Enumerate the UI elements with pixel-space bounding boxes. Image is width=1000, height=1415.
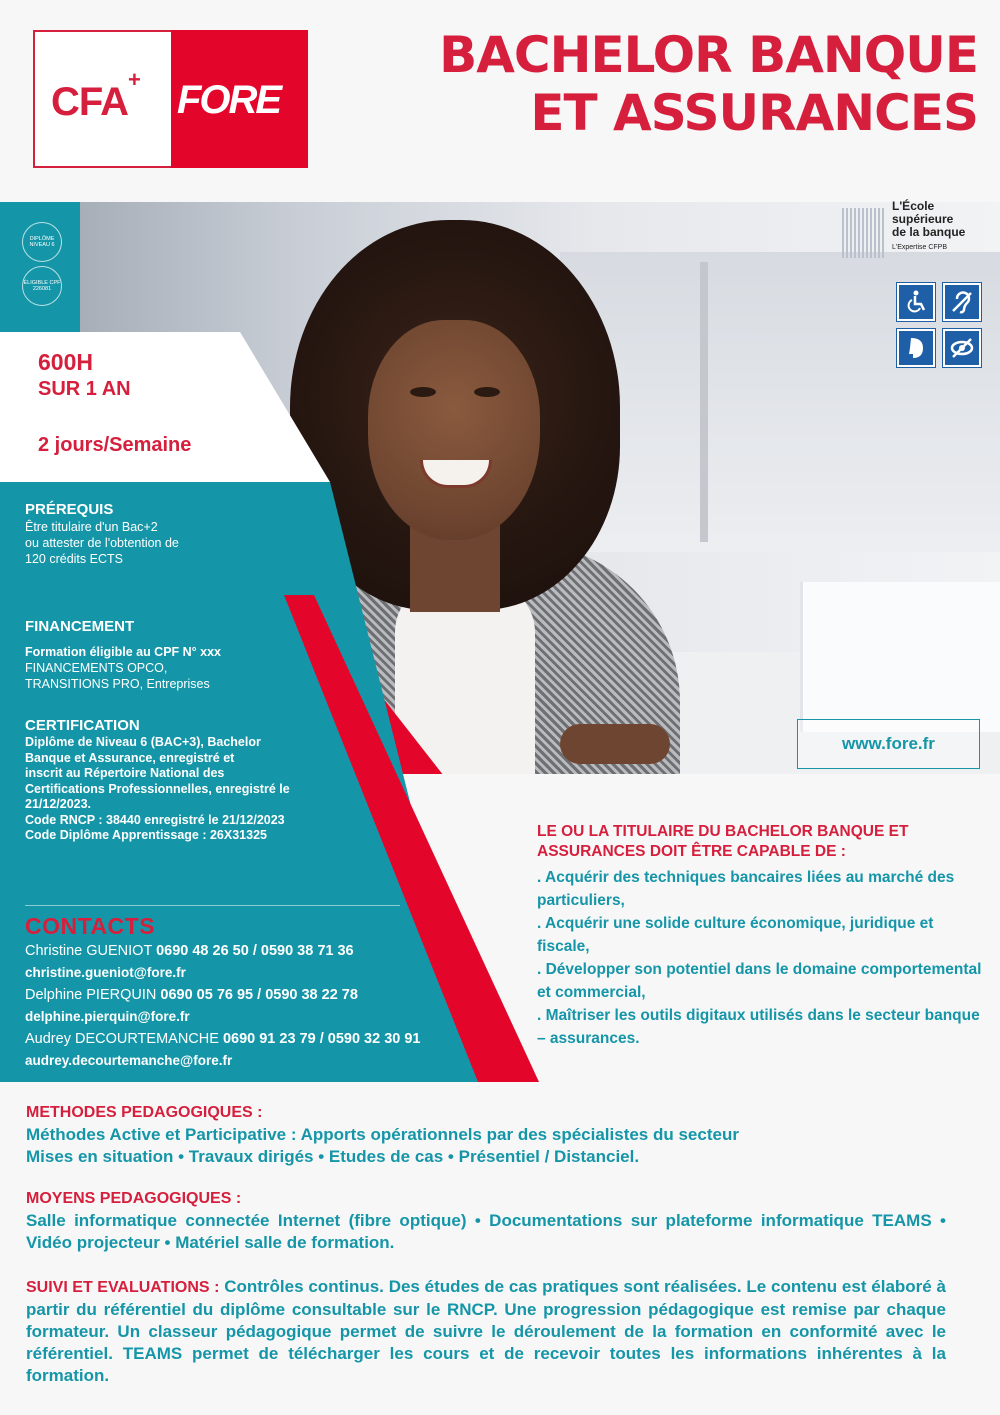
- skills-section: [537, 822, 987, 1050]
- certification-line: Diplôme de Niveau 6 (BAC+3), Bachelor: [25, 735, 261, 749]
- methodes-line: Mises en situation • Travaux dirigés • Etudes de cas • Présentiel / Distanciel.: [26, 1147, 640, 1166]
- contact-email-link[interactable]: christine.gueniot@fore.fr: [25, 965, 186, 980]
- logo-cfa-block: [33, 30, 171, 168]
- esb-tagline: L'Expertise CFPB: [892, 244, 948, 251]
- hearing-icon: [943, 283, 981, 321]
- duration-hours: 600H: [38, 349, 93, 375]
- duration-rhythm: 2 jours/Semaine: [38, 434, 192, 456]
- wheelchair-icon: [897, 283, 935, 321]
- financement-line: FINANCEMENTS OPCO,: [25, 661, 168, 675]
- contacts-section: [25, 912, 421, 1072]
- photo-eye: [410, 387, 436, 397]
- photo-hand: [560, 724, 670, 764]
- contact-email-link[interactable]: delphine.pierquin@fore.fr: [25, 1009, 190, 1024]
- certification-line: Code Diplôme Apprentissage : 26X31325: [25, 828, 267, 842]
- certification-line: Certifications Professionnelles, enregistré le: [25, 781, 290, 796]
- esb-logo-text: [892, 200, 965, 254]
- badges-panel: [0, 202, 80, 332]
- methodes-line: Méthodes Active et Participative : Apports opérationnels par des spécialistes du secteur: [26, 1125, 739, 1144]
- esb-line: L'École: [892, 199, 935, 213]
- methodes-section: [26, 1102, 946, 1168]
- photo-monitor: [800, 582, 1000, 732]
- moyens-section: [26, 1188, 946, 1254]
- photo-eye: [474, 387, 500, 397]
- certification-section: [25, 717, 355, 844]
- ecole-superieure-banque-logo: [840, 198, 985, 262]
- certification-line: inscrit au Répertoire National des: [25, 766, 225, 780]
- contact-phones: 0690 05 76 95 / 0590 38 22 78: [160, 987, 358, 1003]
- certification-line: 21/12/2023.: [25, 797, 92, 811]
- financement-cpf: Formation éligible au CPF N° xxx: [25, 645, 222, 659]
- methodes-title: METHODES PEDAGOGIQUES :: [26, 1104, 263, 1121]
- skills-title: LE OU LA TITULAIRE DU BACHELOR BANQUE ET ASSURANCES DOIT ÊTRE CAPABLE DE :: [537, 823, 909, 860]
- contacts-title: CONTACTS: [25, 913, 156, 939]
- contact-name: Delphine PIERQUIN: [25, 987, 161, 1003]
- certification-line: Code RNCP : 38440 enregistré le 21/12/2023: [25, 812, 285, 827]
- skills-list: [537, 866, 987, 1050]
- contact-phones: 0690 91 23 79 / 0590 32 30 91: [222, 1031, 421, 1047]
- logo-cfa-text: CFA+: [51, 66, 140, 124]
- contact-phones: 0690 48 26 50 / 0590 38 71 36: [156, 943, 354, 959]
- skills-item: . Maîtriser les outils digitaux utilisés dans le secteur banque – assurances.: [537, 1007, 980, 1047]
- certification-line: Banque et Assurance, enregistré et: [25, 750, 235, 765]
- duration-info: [38, 348, 192, 456]
- logo-fore-text: FORE: [177, 78, 281, 122]
- moyens-text: Salle informatique connectée Internet (fibre optique) • Documentations sur plateforme informatique TEAMS • Vidéo projecteur • Matériel salle de formation.: [26, 1211, 946, 1252]
- contact-email-link[interactable]: audrey.decourtemanche@fore.fr: [25, 1053, 233, 1068]
- duration-period: SUR 1 AN: [38, 378, 131, 400]
- esb-line: de la banque: [892, 225, 966, 239]
- mental-disability-icon: [897, 329, 935, 367]
- financement-section: [25, 618, 305, 692]
- contact-row: [25, 1028, 421, 1050]
- esb-line: supérieure: [892, 212, 954, 226]
- skills-item: . Développer son potentiel dans le domaine comportemental et commercial,: [537, 961, 982, 1001]
- suivi-section: [26, 1276, 946, 1387]
- prerequis-line: Être titulaire d'un Bac+2: [25, 520, 158, 534]
- prerequis-section: [25, 501, 265, 567]
- website-link[interactable]: www.fore.fr: [797, 719, 980, 769]
- skills-item: . Acquérir une solide culture économique, juridique et fiscale,: [537, 915, 934, 955]
- contact-name: Audrey DECOURTEMANCHE: [25, 1031, 223, 1047]
- prerequis-title: PRÉREQUIS: [25, 501, 114, 518]
- financement-line: TRANSITIONS PRO, Entreprises: [25, 677, 210, 691]
- prerequis-line: 120 crédits ECTS: [25, 552, 123, 566]
- cpf-laurel-badge: ÉLIGIBLE CPF 226081: [22, 266, 62, 306]
- title-line-1: BACHELOR BANQUE: [439, 26, 978, 84]
- cfa-fore-logo: [33, 30, 308, 168]
- certification-title: CERTIFICATION: [25, 717, 140, 734]
- photo-window-frame: [700, 262, 708, 542]
- financement-title: FINANCEMENT: [25, 618, 135, 635]
- suivi-text: Contrôles continus. Des études de cas pratiques sont réalisées. Le contenu est élaboré à partir du référentiel du diplôme consultable sur le RNCP. Une progression pédagogique est remise par chaque formateur. Un classeur pédagogique permet de suivre le déroulement de la formation en conformité avec le référentiel. TEAMS permet de télécharger les cours et de recevoir toutes les informations inhérentes à la formation.: [26, 1277, 946, 1385]
- prerequis-line: ou attester de l'obtention de: [25, 536, 179, 550]
- esb-logo-mark: [842, 208, 886, 258]
- contact-row: [25, 940, 421, 962]
- visual-impairment-icon: [943, 329, 981, 367]
- photo-face: [368, 320, 540, 540]
- contact-name: Christine GUENIOT: [25, 943, 157, 959]
- section-divider: [25, 905, 400, 906]
- page-title: [338, 26, 978, 142]
- moyens-title: MOYENS PEDAGOGIQUES :: [26, 1190, 242, 1207]
- diploma-laurel-badge: DIPLÔME NIVEAU 6: [22, 222, 62, 262]
- suivi-title: SUIVI ET EVALUATIONS :: [26, 1279, 220, 1296]
- skills-item: . Acquérir des techniques bancaires liées au marché des particuliers,: [537, 869, 955, 909]
- title-line-2: ET ASSURANCES: [530, 84, 978, 142]
- contact-row: [25, 984, 421, 1006]
- logo-fore-block: [171, 30, 308, 168]
